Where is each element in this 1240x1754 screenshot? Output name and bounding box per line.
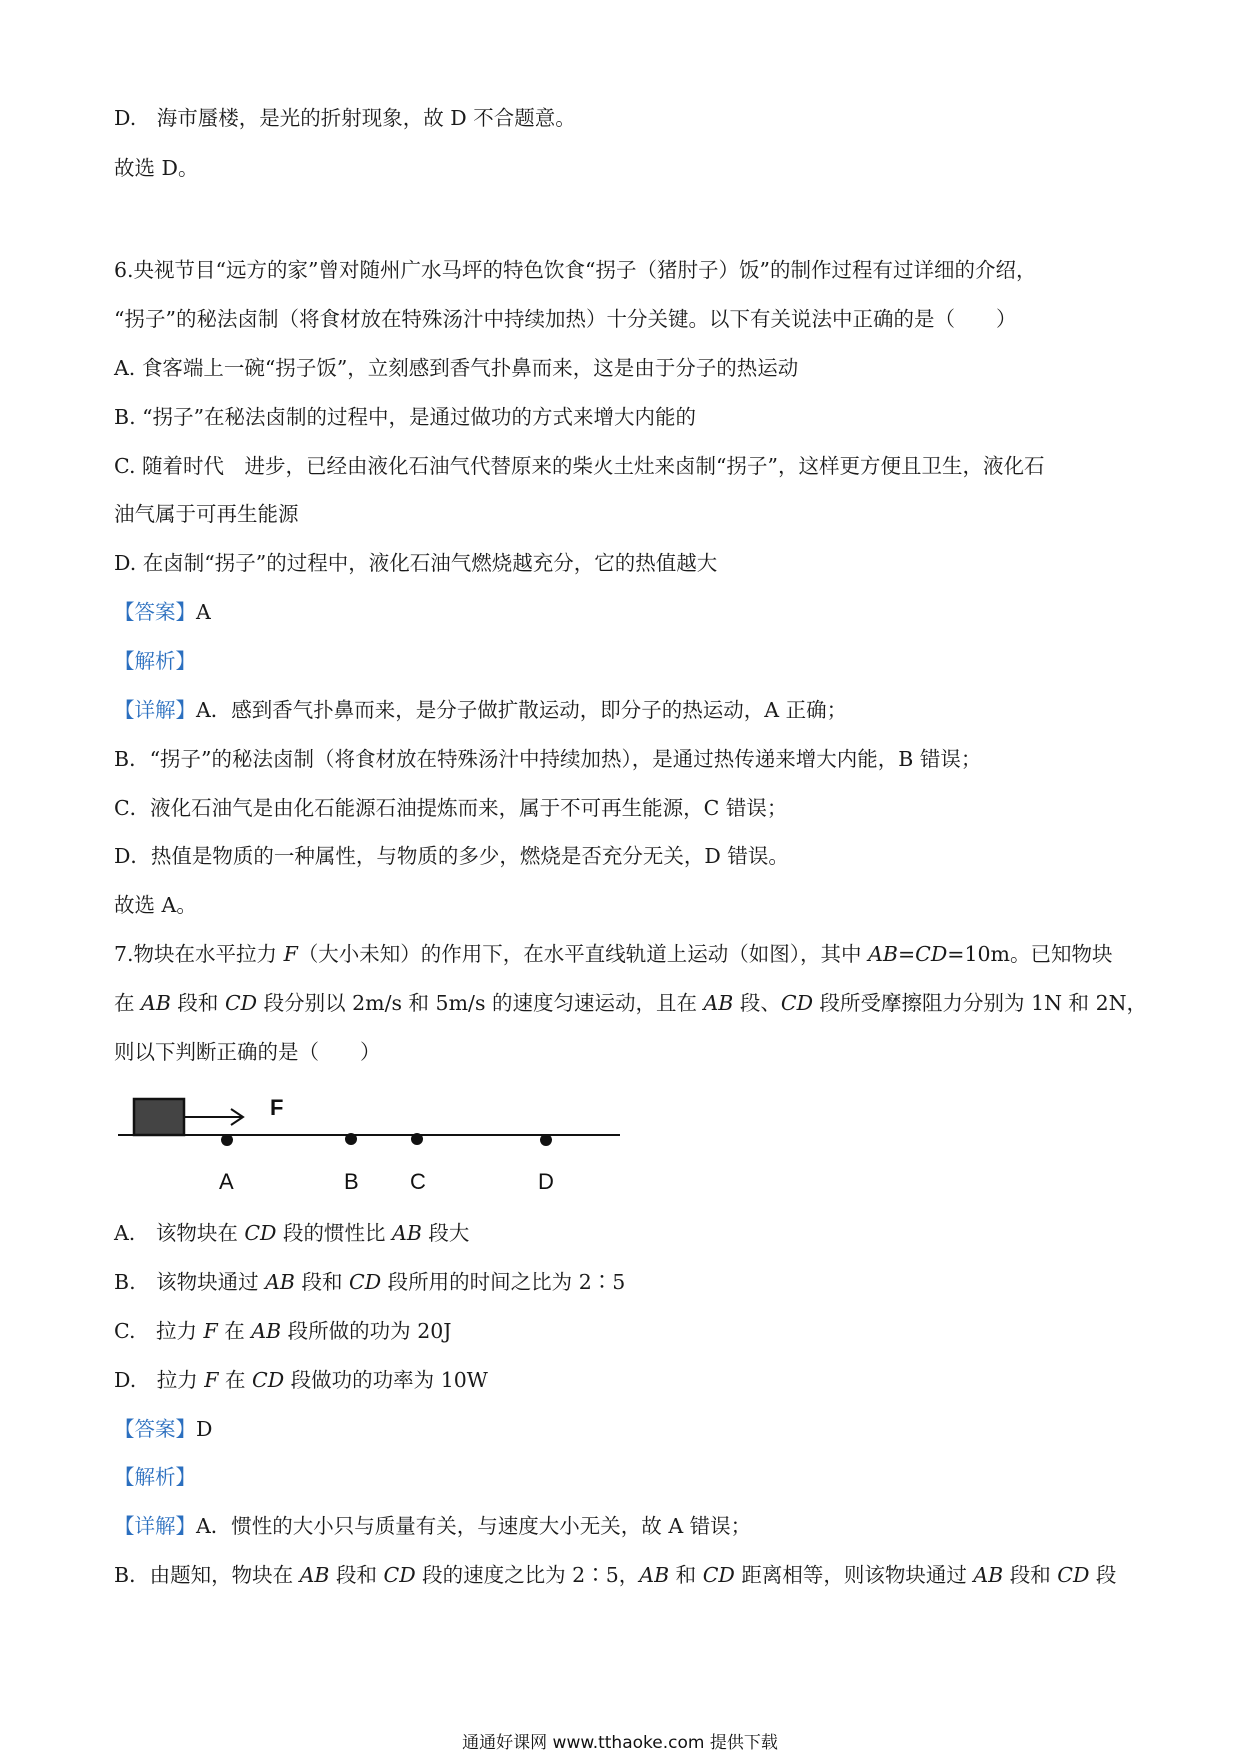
question-6-option-c-line2: 油气属于可再生能源 (114, 502, 299, 526)
question-6-detail-a (114, 696, 847, 724)
point-a-label: A (219, 1169, 234, 1194)
q7-seg: 段 (1089, 1563, 1117, 1587)
q7-seg: 在 (114, 991, 142, 1015)
q7-seg: D. 拉力 (114, 1368, 205, 1392)
block-shape (134, 1099, 184, 1135)
point-b-label: B (344, 1169, 359, 1194)
q7-var: CD (252, 1368, 285, 1392)
question-6-analysis-heading (114, 647, 196, 675)
q7-var: F (204, 1368, 219, 1392)
detail-a-text: A．惯性的大小只与质量有关，与速度大小无关，故 A 错误； (196, 1514, 752, 1538)
question-7-stem-line2 (114, 989, 1147, 1017)
q7-seg: 段、 (733, 991, 781, 1015)
question-6-stem-line2: “拐子”的秘法卤制（将食材放在特殊汤汁中持续加热）十分关键。以下有关说法中正确的是（ ） (114, 307, 1017, 331)
q7-var: CD (915, 942, 948, 966)
q7-var: AB (639, 1563, 670, 1587)
question-6-detail-d: D．热值是物质的一种属性，与物质的多少，燃烧是否充分无关，D 错误。 (114, 844, 789, 868)
q7-seg: 段和 (294, 1270, 350, 1294)
question-7-option-d (114, 1366, 488, 1394)
question-6-detail-c: C．液化石油气是由化石能源石油提炼而来，属于不可再生能源，C 错误； (114, 796, 788, 820)
answer-tag: 【答案】 (114, 1417, 196, 1441)
question-6-option-b: B. “拐子”在秘法卤制的过程中，是通过做功的方式来增大内能的 (114, 405, 697, 429)
track-diagram (112, 1085, 632, 1195)
q7-var: AB (703, 991, 734, 1015)
analysis-tag: 【解析】 (114, 649, 196, 673)
point-b-dot (345, 1133, 357, 1145)
q7-seg: B. 该物块通过 (114, 1270, 266, 1294)
q7-var: CD (224, 991, 258, 1015)
detail-tag: 【详解】 (114, 1514, 196, 1538)
question-7-option-b (114, 1268, 625, 1296)
q7-seg: 段做功的功率为 10W (284, 1368, 488, 1392)
q7-seg: 7.物块在水平拉力 (114, 942, 284, 966)
q7-var: AB (392, 1221, 422, 1245)
q7-seg: A. 该物块在 (114, 1221, 245, 1245)
q7-seg: 段和 (170, 991, 225, 1015)
q7-var: CD (702, 1563, 735, 1587)
question-6-detail-b: B．“拐子”的秘法卤制（将食材放在特殊汤汁中持续加热），是通过热传递来增大内能，B 错误； (114, 747, 982, 771)
q7-seg: = (897, 942, 916, 966)
q7-seg: 段分别以 2m/s 和 5m/s 的速度匀速运动，且在 (257, 991, 704, 1015)
q7-var: AB (265, 1270, 295, 1294)
q7-var: AB (973, 1563, 1004, 1587)
detail-tag: 【详解】 (114, 698, 196, 722)
q7-seg: 段所做的功为 20J (281, 1319, 452, 1343)
question-6-conclusion: 故选 A。 (114, 893, 197, 917)
q7-seg: 段所用的时间之比为 2∶5 (381, 1270, 626, 1294)
q7-var: AB (141, 991, 171, 1015)
q7-seg: 段的速度之比为 2∶5， (415, 1563, 640, 1587)
question-6-answer (114, 598, 211, 626)
answer-tag: 【答案】 (114, 600, 196, 624)
question-7-stem-line3: 则以下判断正确的是（ ） (114, 1040, 381, 1064)
analysis-tag: 【解析】 (114, 1465, 196, 1489)
q7-seg: =10m。已知物块 (947, 942, 1113, 966)
answer-value: A (196, 600, 211, 624)
q7-seg: 段和 (1003, 1563, 1058, 1587)
point-c-label: C (410, 1169, 426, 1194)
question-6-option-c-line1: C. 随着时代 进步，已经由液化石油气代替原来的柴火土灶来卤制“拐子”，这样更方便且卫生，液化石 (114, 454, 1045, 478)
q7-var: AB (868, 942, 898, 966)
q7-seg: C. 拉力 (114, 1319, 204, 1343)
q7-seg: 段的惯性比 (276, 1221, 393, 1245)
question-7-option-a (114, 1219, 469, 1247)
answer-value: D (196, 1417, 213, 1441)
q7-var: AB (251, 1319, 282, 1343)
question-7-detail-b (114, 1561, 1116, 1589)
q7-seg: 在 (218, 1368, 253, 1392)
option-d-text-q5: D. 海市蜃楼，是光的折射现象，故 D 不合题意。 (114, 106, 576, 130)
q7-seg: 段和 (329, 1563, 384, 1587)
question-6-option-d: D. 在卤制“拐子”的过程中，液化石油气燃烧越充分，它的热值越大 (114, 551, 718, 575)
q7-seg: 和 (669, 1563, 703, 1587)
q7-seg: 距离相等，则该物块通过 (734, 1563, 974, 1587)
question-6-option-a: A. 食客端上一碗“拐子饭”，立刻感到香气扑鼻而来，这是由于分子的热运动 (114, 356, 799, 380)
point-d-dot (540, 1134, 552, 1146)
q7-var: AB (299, 1563, 330, 1587)
q7-seg: 段所受摩擦阻力分别为 1N 和 2N， (813, 991, 1148, 1015)
q7-var: CD (383, 1563, 416, 1587)
q7-var: CD (244, 1221, 277, 1245)
question-7-analysis-heading (114, 1463, 196, 1491)
q7-seg: 段大 (421, 1221, 470, 1245)
q7-var: CD (1057, 1563, 1090, 1587)
q7-var: F (203, 1319, 218, 1343)
page-footer: 通通好课网 www.tthaoke.com 提供下载 (462, 1733, 778, 1753)
question-7-detail-a (114, 1512, 751, 1540)
q7-var: F (283, 942, 298, 966)
point-a-dot (221, 1134, 233, 1146)
question-6-stem-line1: 6.央视节目“远方的家”曾对随州广水马坪的特色饮食“拐子（猪肘子）饭”的制作过程有过详细的介绍， (114, 258, 1037, 282)
question-7-option-c (114, 1317, 452, 1345)
point-d-label: D (538, 1169, 554, 1194)
force-label: F (270, 1095, 284, 1120)
q7-var: CD (780, 991, 814, 1015)
q7-seg: B．由题知，物块在 (114, 1563, 300, 1587)
conclusion-q5: 故选 D。 (114, 156, 199, 180)
point-c-dot (411, 1133, 423, 1145)
q7-seg: （大小未知）的作用下，在水平直线轨道上运动（如图），其中 (297, 942, 869, 966)
question-7-stem-line1 (114, 940, 1112, 968)
question-7-answer (114, 1415, 212, 1443)
q7-seg: 在 (217, 1319, 252, 1343)
q7-var: CD (349, 1270, 382, 1294)
detail-a-text: A．感到香气扑鼻而来，是分子做扩散运动，即分子的热运动，A 正确； (196, 698, 848, 722)
